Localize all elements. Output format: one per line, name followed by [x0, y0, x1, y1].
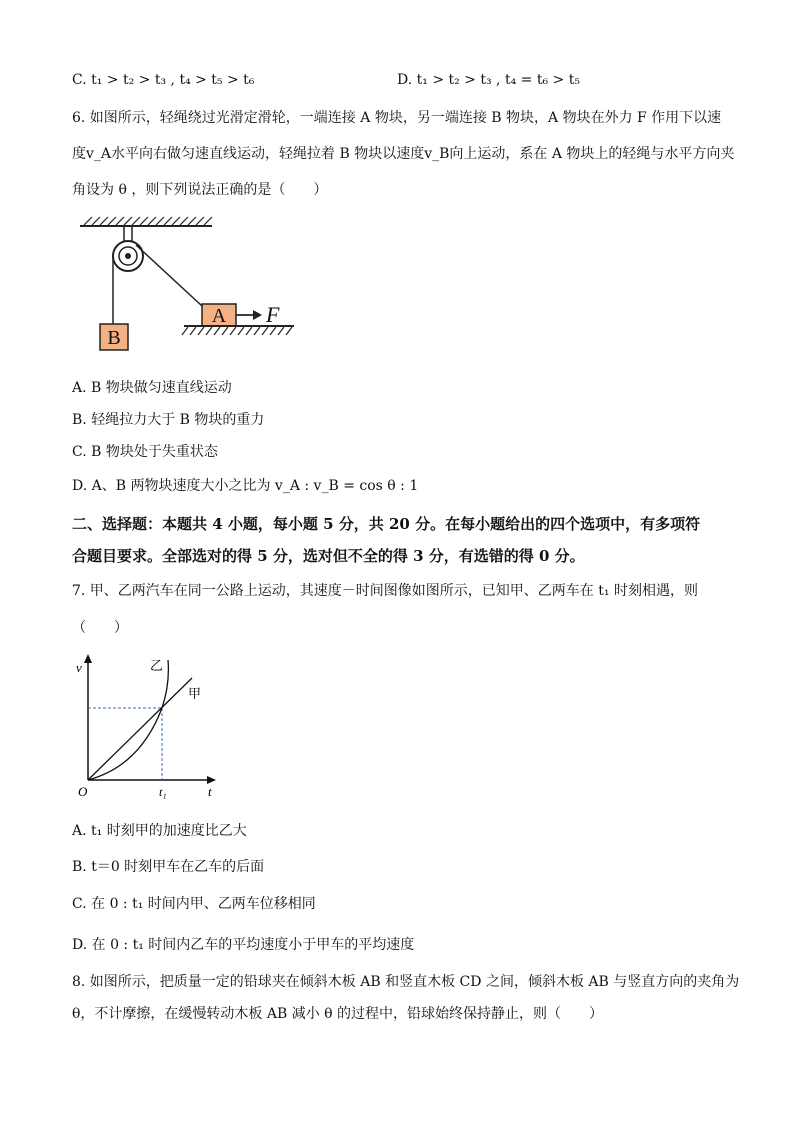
q6-stem-line-1: 6. 如图所示，轻绳绕过光滑定滑轮，一端连接 A 物块，另一端连接 B 物块，A 物块在外力 F 作用下以速: [72, 110, 722, 126]
q6-stem-line-2: 度v_A水平向右做匀速直线运动，轻绳拉着 B 物块以速度v_B向上运动，系在 A 物块上的轻绳与水平方向夹: [72, 146, 735, 162]
q7-stem-line-1: 7. 甲、乙两汽车在同一公路上运动，其速度－时间图像如图所示，已知甲、乙两车在 t₁ 时刻相遇，则: [72, 583, 698, 599]
q6-option-a: A. B 物块做匀速直线运动: [72, 380, 232, 396]
q7-stem-line-2: （ ）: [72, 620, 128, 636]
rope-to-a: [136, 245, 202, 306]
q6-stem-line-3: 角设为 θ ，则下列说法正确的是（ ）: [72, 182, 328, 198]
q5-option-d: D. t₁ > t₂ > t₃ , t₄ = t₆ > t₅: [397, 72, 580, 88]
ceiling-hatch: [84, 217, 212, 225]
force-label: F: [266, 302, 280, 327]
q6-option-c: C. B 物块处于失重状态: [72, 444, 218, 460]
pulley-axle: [125, 253, 131, 259]
q6-option-b: B. 轻绳拉力大于 B 物块的重力: [72, 412, 265, 428]
q8-stem-line-2: θ，不计摩擦，在缓慢转动木板 AB 减小 θ 的过程中，铅球始终保持静止，则（ ）: [72, 1006, 604, 1022]
block-b-label: B: [107, 327, 121, 349]
q5-option-c: C. t₁ > t₂ > t₃ , t₄ > t₅ > t₆: [72, 72, 255, 88]
floor-hatch: [182, 327, 292, 335]
series-yi-label: 乙: [150, 658, 164, 673]
section-2-header-line-1: 二、选择题：本题共 4 小题，每小题 5 分，共 20 分。在每小题给出的四个选项中，有多项符: [72, 515, 701, 533]
y-axis-arrow: [84, 654, 92, 663]
series-yi-curve: [88, 660, 168, 780]
series-jia-label: 甲: [188, 686, 202, 701]
series-jia-line: [88, 678, 192, 780]
origin-label: O: [78, 784, 88, 799]
q7-option-c: C. 在 0 : t₁ 时间内甲、乙两车位移相同: [72, 896, 316, 912]
q7-option-b: B. t＝0 时刻甲车在乙车的后面: [72, 859, 265, 875]
q7-option-a: A. t₁ 时刻甲的加速度比乙大: [72, 823, 247, 839]
x-tick-label-t1: t₁: [159, 785, 167, 799]
section-2-header-line-2: 合题目要求。全部选对的得 5 分，选对但不全的得 3 分，有选错的得 0 分。: [72, 547, 585, 565]
block-a-label: A: [211, 305, 227, 327]
q7-vt-chart: [70, 648, 230, 803]
q8-stem-line-1: 8. 如图所示，把质量一定的铅球夹在倾斜木板 AB 和竖直木板 CD 之间，倾斜木板 AB 与竖直方向的夹角为: [72, 974, 740, 990]
x-axis-arrow: [207, 776, 216, 784]
y-axis-label: v: [76, 660, 82, 675]
force-arrowhead: [253, 310, 262, 320]
x-axis-label: t: [208, 784, 212, 799]
q7-option-d: D. 在 0 : t₁ 时间内乙车的平均速度小于甲车的平均速度: [72, 937, 415, 953]
q6-pulley-figure: [72, 212, 302, 357]
q6-option-d: D. A、B 两物块速度大小之比为 v_A : v_B = cos θ : 1: [72, 478, 419, 494]
